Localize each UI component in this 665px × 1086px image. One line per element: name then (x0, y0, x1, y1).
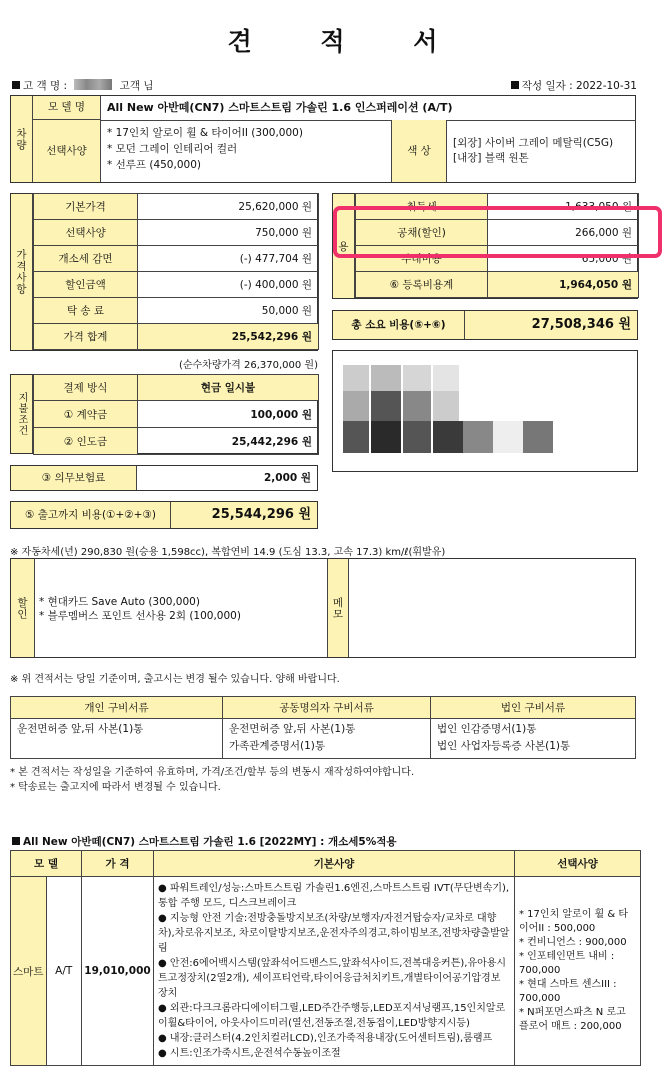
spec-table (10, 850, 641, 1066)
reg-row-value: 65,000 원 (488, 246, 639, 272)
payment-side-label: 지불조건 (16, 392, 27, 436)
deposit-label: ① 계약금 (34, 401, 138, 428)
color-values (453, 136, 613, 166)
spec-option-item: * 인포테인먼트 내비 : 700,000 (519, 951, 615, 976)
delivery-label: ② 인도금 (34, 428, 138, 455)
docs-header: 개인 구비서류 (11, 697, 223, 719)
spec-trim: 스마트 (11, 877, 47, 1066)
price-table (33, 193, 319, 350)
discount-section (10, 558, 636, 658)
options-list (107, 125, 303, 173)
release-total-section (10, 501, 318, 529)
bullet-square-icon (12, 81, 20, 89)
price-row-label: 선택사양 (34, 220, 138, 246)
discount-side-label: 할인 (16, 596, 28, 620)
bullet-square-icon (511, 81, 519, 89)
price-total-label: 가격 합계 (34, 324, 138, 350)
price-row-value: 750,000 원 (138, 220, 319, 246)
docs-header: 공동명의자 구비서류 (223, 697, 431, 719)
option-item: * 모던 그레이 인테리어 컬러 (107, 143, 238, 155)
dealer-card-blurred (332, 350, 638, 472)
spec-basic-item: ● 외관:다크크롬라디에이터그릴,LED주간주행등,LED포지셔닝램프,15인치알로이휠&타이어, 아웃사이드미러(열선,전동조절,전동접이,LED방향지시등) (158, 1003, 506, 1029)
highlight-frame (333, 206, 662, 258)
date-label: 작성 일자 : 2022-10-31 (521, 80, 637, 92)
bond-value: 266,000 원 (488, 220, 639, 246)
bullet-square-icon (12, 837, 20, 845)
reg-row-label: 부대비용 (356, 246, 488, 272)
insurance-label: ③ 의무보험료 (11, 466, 137, 490)
insurance-value: 2,000 원 (263, 472, 311, 484)
docs-item: 법인 사업자등록증 사본(1)통 (437, 740, 571, 752)
note-item: * 탁송료는 출고지에 따라서 변경될 수 있습니다. (10, 782, 221, 793)
spec-basic-item: ● 지능형 안전 기술:전방충돌방지보조(차량/보행자/자전거탑승자/교차로 대향차),차로유지보조, 차로이탈방지보조,운전자주의경고,하이빔보조,전방차량출발알림 (158, 913, 510, 954)
docs-header: 법인 구비서류 (431, 697, 636, 719)
customer-line (12, 78, 153, 93)
vehicle-section (10, 95, 636, 183)
customer-name-blur (74, 79, 112, 90)
document-title: 견 적 서 (227, 27, 468, 56)
price-section (10, 193, 318, 351)
spec-basic-cell (154, 877, 515, 1066)
spec-basic-item: ● 파워트레인/성능:스마트스트림 가솔린1.6엔진,스마트스트림 IVT(무단변속기),통합 주행 모드, 디스크브레이크 (158, 883, 510, 909)
bond-label: 공채(할인) (356, 220, 488, 246)
docs-item: 가족관계증명서(1)통 (229, 740, 326, 752)
price-row-value: (-) 477,704 원 (138, 246, 319, 272)
net-price-note: (순수차량가격 26,370,000 원) (178, 360, 318, 371)
customer-prefix: 고 객 명 : (23, 80, 67, 92)
spec-transmission: A/T (46, 877, 82, 1066)
price-row-label: 기본가격 (34, 194, 138, 220)
total-cost-value: 27,508,346 원 (465, 311, 637, 339)
option-item: * 17인치 알로이 휠 & 타이어II (300,000) (107, 127, 303, 139)
delivery-value: 25,442,296 원 (138, 428, 319, 455)
discount-item: * 블루멤버스 포인트 선사용 2회 (100,000) (39, 610, 241, 622)
reg-row-value: 1,633,050 원 (488, 194, 639, 220)
price-total-value: 25,542,296 원 (138, 324, 319, 350)
payment-section (10, 374, 318, 454)
options-label: 선택사양 (33, 120, 101, 182)
documents-table (10, 696, 636, 759)
release-total-value: 25,544,296 원 (171, 502, 317, 528)
reg-total-label: ⑥ 등록비용계 (356, 272, 488, 298)
customer-suffix: 고객 님 (119, 80, 154, 92)
total-cost-label: 총 소요 비용(⑤+⑥) (333, 311, 465, 339)
total-cost-section (332, 310, 638, 340)
spec-header: 가 격 (82, 851, 154, 877)
date-line (511, 78, 637, 93)
price-row-value: (-) 400,000 원 (138, 272, 319, 298)
color-label: 색 상 (391, 120, 447, 182)
validity-note: ※ 위 견적서는 당일 기준이며, 출고시는 변경 될수 있습니다. 양해 바랍니다. (10, 674, 340, 685)
price-row-value: 25,620,000 원 (138, 194, 319, 220)
reg-row-label: 취득세 (356, 194, 488, 220)
docs-item: 법인 인감증명서(1)통 (437, 723, 537, 735)
spec-option-item: * 현대 스마트 센스III : 700,000 (519, 979, 617, 1004)
note-item: * 본 견적서는 작성일을 기준하여 유효하며, 가격/조건/할부 등의 변동시 재작성하여야합니다. (10, 767, 415, 778)
model-value: All New 아반떼(CN7) 스마트스트림 가솔린 1.6 인스퍼레이션 (A/T) (107, 101, 453, 114)
spec-header: 기본사양 (154, 851, 515, 877)
price-row-label: 탁 송 료 (34, 298, 138, 324)
payment-method-value: 현금 일시불 (138, 375, 319, 401)
release-total-label: ⑤ 출고까지 비용(①+②+③) (11, 502, 171, 528)
discount-item: * 현대카드 Save Auto (300,000) (39, 596, 200, 608)
registration-side-label: 용 (338, 240, 349, 253)
memo-label: 메모 (331, 596, 344, 620)
spec-header: 선택사양 (515, 851, 641, 877)
spec-basic-item: ● 내장:클러스터(4.2인치컬러LCD),인조가죽적용내장(도어센터트림),룸램프 (158, 1033, 493, 1044)
price-side-label: 가격사항 (15, 249, 27, 295)
discount-list (39, 595, 241, 623)
spec-header: 모 델 (11, 851, 82, 877)
docs-item: 운전면허증 앞,뒤 사본(1)통 (17, 723, 144, 735)
vehicle-side-label: 차량 (15, 127, 27, 151)
payment-method-label: 결제 방식 (34, 375, 138, 401)
spec-option-item: * N퍼포먼스파츠 N 로고 플로어 매트 : 200,000 (519, 1007, 626, 1032)
color-interior: [내장] 블랙 원톤 (453, 152, 529, 164)
docs-item: 운전면허증 앞,뒤 사본(1)통 (229, 723, 356, 735)
model-label: 모 델 명 (33, 96, 101, 120)
spec-options-cell (515, 877, 641, 1066)
spec-basic-item: ● 시트:인조가죽시트,운전석수동높이조절 (158, 1048, 341, 1059)
price-row-label: 할인금액 (34, 272, 138, 298)
color-exterior: [외장] 사이버 그레이 메탈릭(C5G) (453, 137, 614, 149)
tax-note: ※ 자동차세(년) 290,830 원(승용 1,598cc), 복합연비 14.9 (도심 13.3, 고속 17.3) km/ℓ(휘발유) (10, 547, 446, 558)
option-item: * 선루프 (450,000) (107, 159, 201, 171)
spec-title-line (12, 834, 397, 849)
price-row-value: 50,000 원 (138, 298, 319, 324)
notes (10, 765, 414, 795)
spec-price: 19,010,000 (82, 877, 154, 1066)
price-row-label: 개소세 감면 (34, 246, 138, 272)
reg-total-value: 1,964,050 원 (488, 272, 639, 298)
payment-table (33, 374, 319, 455)
spec-title: All New 아반떼(CN7) 스마트스트림 가솔린 1.6 [2022MY] : 개소세5%적용 (23, 836, 397, 848)
spec-option-item: * 17인치 알로이 휠 & 타이어II : 500,000 (519, 909, 629, 934)
spec-option-item: * 컨비니언스 : 900,000 (519, 937, 627, 948)
deposit-value: 100,000 원 (138, 401, 319, 428)
insurance-section (10, 465, 318, 491)
spec-basic-item: ● 안전:6에어백시스템(앞좌석어드밴스드,앞좌석사이드,전복대응커튼),유아용시트고정장치(2열2개), 세이프티언락,타이어응급처치키트,개별타이어공기압경보장치 (158, 958, 507, 999)
